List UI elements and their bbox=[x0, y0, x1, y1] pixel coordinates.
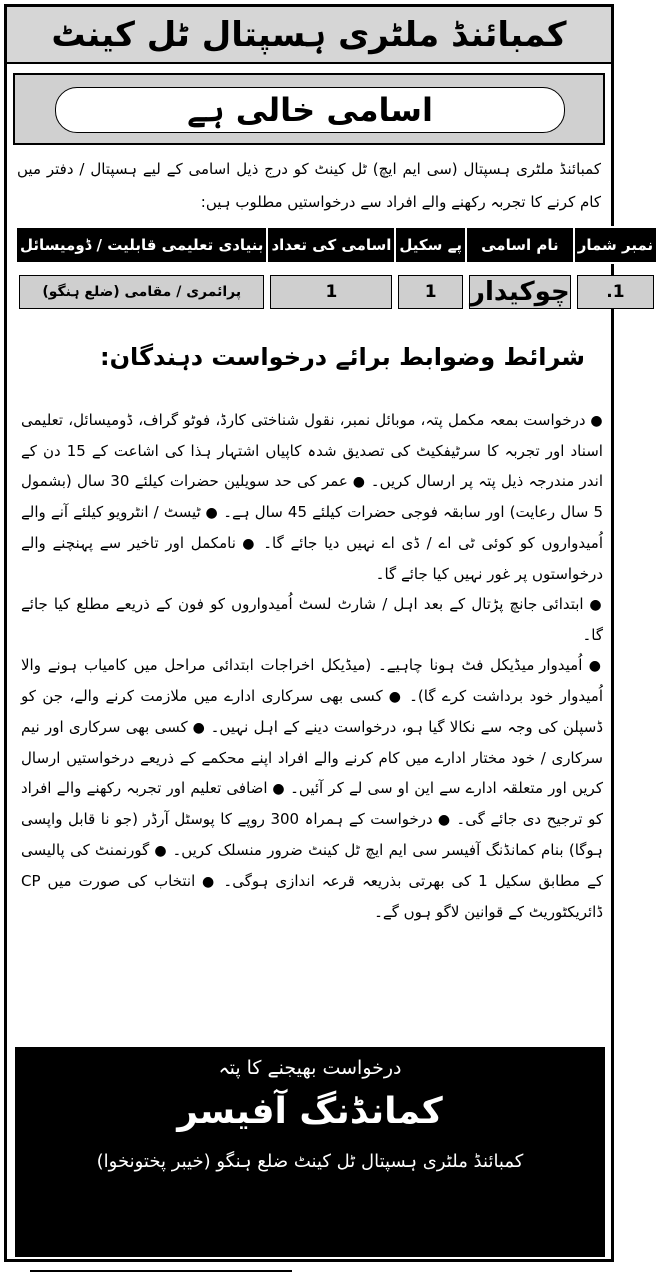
bullet-icon: ● bbox=[149, 843, 168, 859]
cell-post-name: چوکیدار bbox=[470, 277, 570, 307]
bullet-icon: ● bbox=[432, 812, 451, 828]
col-post-name: نام اسامی bbox=[466, 227, 574, 263]
hospital-address: کمبائنڈ ملٹری ہسپتال ٹل کینٹ ضلع ہنگو (خیبر پختونخوا) bbox=[96, 1151, 524, 1172]
terms-title: شرائط وضوابط برائے درخواست دہندگان: bbox=[99, 343, 585, 371]
term-item: ٹیسٹ / انٹرویو کیلئے آنے والے اُمیدواروں کو کوئی ٹی اے / ڈی اے نہیں دیا جائے گا۔ bbox=[21, 503, 603, 552]
hospital-title: کمبائنڈ ملٹری ہسپتال ٹل کینٹ bbox=[7, 7, 611, 64]
term-item: درخواست بمعہ مکمل پتہ، موبائل نمبر، نقول شناختی کارڈ، فوٹو گراف، ڈومیسائل، تعلیمی اسناد اور تجربہ کا سرٹیفکیٹ کی تصدیق شدہ کاپیاں اشتہار ہذا کی اشاعت کے 15 دن کے اندر مندرجہ ذیل پتہ پر ارسال کریں۔ bbox=[21, 411, 603, 490]
bullet-icon: ● bbox=[585, 413, 604, 429]
banner-box bbox=[13, 73, 605, 145]
advertisement bbox=[4, 4, 654, 1262]
col-serial: نمبر شمار bbox=[574, 227, 657, 263]
col-post-count: اسامی کی تعداد bbox=[267, 227, 395, 263]
bullet-icon: ● bbox=[583, 597, 603, 613]
vacancy-banner: اسامی خالی ہے bbox=[55, 87, 565, 133]
commanding-officer: کمانڈنگ آفیسر bbox=[177, 1091, 443, 1132]
intro-text: کمبائنڈ ملٹری ہسپتال (سی ایم ایچ) ٹل کینٹ کو درج ذیل اسامی کے لیے ہسپتال / دفتر میں کام کرنے کا تجربہ رکھنے والے افراد سے درخواستیں مطلوب ہیں: bbox=[17, 160, 601, 211]
bullet-icon: ● bbox=[235, 536, 257, 552]
term-item: ابتدائی جانچ پڑتال کے بعد اہل / شارٹ لسٹ اُمیدواروں کو فون کے ذریعے مطلع کیا جائے گا۔ bbox=[21, 595, 603, 644]
terms-list bbox=[21, 405, 603, 927]
term-item: گورنمنٹ کی پالیسی کے مطابق سکیل 1 کی بھرتی بذریعہ قرعہ اندازی ہوگی۔ bbox=[21, 841, 603, 890]
cell-post-count: 1 bbox=[270, 275, 392, 309]
bullet-icon: ● bbox=[582, 658, 603, 674]
bullet-icon: ● bbox=[200, 505, 219, 521]
bullet-icon: ● bbox=[195, 874, 217, 890]
address-box bbox=[15, 1047, 605, 1257]
cell-serial: 1. bbox=[577, 275, 654, 309]
term-item: کسی بھی سرکاری ادارے میں ملازمت کرنے والے، جن کو ڈسپلن کی وجہ سے نکالا گیا ہو، درخواست دینے کے اہل نہیں۔ bbox=[21, 687, 603, 736]
term-item: درخواست کے ہمراہ 300 روپے کا پوسٹل آرڈر (جو نا قابل واپسی ہوگا) بنام کمانڈنگ آفیسر سی ایم ایچ ٹل کینٹ ضرور منسلک کریں۔ bbox=[21, 810, 603, 859]
table-header-row bbox=[16, 227, 657, 263]
cell-pay-scale: 1 bbox=[398, 275, 463, 309]
col-qualification: بنیادی تعلیمی قابلیت / ڈومیسائل bbox=[16, 227, 267, 263]
bullet-icon: ● bbox=[187, 720, 206, 736]
term-item: نامکمل اور تاخیر سے پہنچنے والے درخواستوں پر غور نہیں کیا جائے گا۔ bbox=[21, 534, 603, 583]
term-item: اُمیدوار میڈیکل فٹ ہونا چاہیے۔ (میڈیکل اخراجات ابتدائی مراحل میں کامیاب ہونے والا اُمیدوار خود برداشت کرے گا)۔ bbox=[21, 656, 603, 705]
term-item: انتخاب کی صورت میں CP ڈائریکٹوریٹ کے قوانین لاگو ہوں گے۔ bbox=[21, 872, 603, 921]
table-row bbox=[16, 263, 657, 320]
cell-qualification: پرائمری / مقامی (ضلع ہنگو) bbox=[19, 275, 264, 309]
term-item: کسی بھی سرکاری اور نیم سرکاری / خود مختار ادارے میں کام کرنے والے افراد اپنے محکمے کے ذریعے درخواستیں ارسال کریں اور متعلقہ ادارے سے این او سی لے کر آئیں۔ bbox=[21, 718, 603, 797]
term-item: عمر کی حد سویلین حضرات کیلئے 30 سال (بشمول 5 سال رعایت) اور سابقہ فوجی حضرات کیلئے 45 سال ہے۔ bbox=[21, 472, 603, 521]
divider-line bbox=[30, 1270, 292, 1272]
term-item: اضافی تعلیم اور تجربہ رکھنے والے افراد کو ترجیح دی جائے گی۔ bbox=[21, 779, 603, 828]
bullet-icon: ● bbox=[347, 474, 366, 490]
col-pay-scale: پے سکیل bbox=[395, 227, 466, 263]
bullet-icon: ● bbox=[382, 689, 403, 705]
vacancy-table bbox=[15, 226, 658, 320]
address-label: درخواست بھیجنے کا پتہ bbox=[218, 1057, 402, 1079]
bullet-icon: ● bbox=[267, 781, 285, 797]
